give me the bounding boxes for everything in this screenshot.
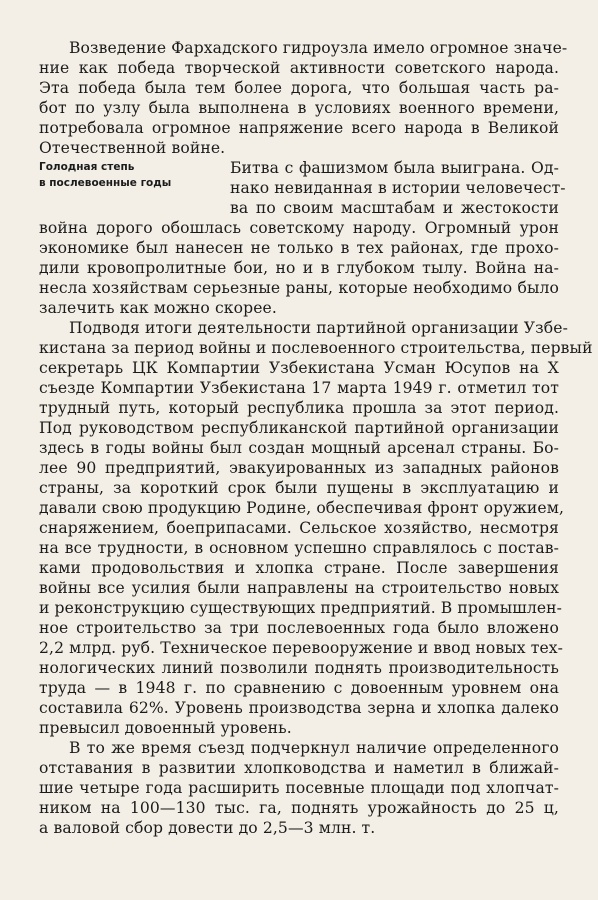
text-line: отставания в развитии хлопководства и наметил в ближай- (39, 759, 559, 777)
text-line: дили кровопролитные бои, но и в глубоком тылу. Война на- (39, 259, 559, 277)
text-line: война дорого обошлась советскому народу. Огромный урон (39, 219, 559, 237)
text-line: Возведение Фархадского гидроузла имело огромное значе- (69, 39, 568, 57)
text-line: кистана за период войны и послевоенного строительства, первый (39, 339, 593, 357)
text-line: здесь в годы войны был создан мощный арсенал страны. Бо- (39, 439, 559, 457)
text-line: на все трудности, в основном успешно справлялось с постав- (39, 539, 559, 557)
text-line: несла хозяйствам серьезные раны, которые необходимо было (39, 279, 559, 297)
text-line: и реконструкцию существующих предприятий. В промышлен- (39, 599, 563, 617)
text-line: а валовой сбор довести до 2,5—3 млн. т. (39, 819, 376, 837)
text-line: труда — в 1948 г. по сравнению с довоенным уровнем она (39, 679, 559, 697)
text-line: Подводя итоги деятельности партийной организации Узбе- (69, 319, 568, 337)
text-line: Под руководством республиканской партийной организации (39, 419, 559, 437)
text-line: ником на 100—130 тыс. га, поднять урожайность до 25 ц, (39, 799, 559, 817)
text-line: шие четыре года расширить посевные площади под хлопчат- (39, 779, 559, 797)
text-line: давали свою продукцию Родине, обеспечивая фронт оружием, (39, 499, 564, 517)
text-line: составила 62%. Уровень производства зерна и хлопка далеко (39, 699, 559, 717)
side-heading-line-1: Голодная степь (39, 161, 135, 173)
text-line: Битва с фашизмом была выиграна. Од- (230, 159, 559, 177)
text-line: 2,2 млрд. руб. Техническое перевооружение и ввод новых тех- (39, 639, 564, 657)
text-line: превысил довоенный уровень. (39, 719, 292, 737)
side-heading-line-2: в послевоенные годы (39, 177, 172, 189)
text-line: секретарь ЦК Компартии Узбекистана Усман Юсупов на X (39, 359, 559, 377)
text-line: ное строительство за три послевоенных года было вложено (39, 619, 559, 637)
text-line: лее 90 предприятий, эвакуированных из западных районов (39, 459, 559, 477)
text-line: ние как победа творческой активности советского народа. (39, 59, 559, 77)
text-line: В то же время съезд подчеркнул наличие определенного (69, 739, 559, 757)
text-line: бот по узлу была выполнена в условиях военного времени, (39, 99, 559, 117)
text-line: ва по своим масштабам и жестокости (230, 199, 559, 217)
text-line: страны, за короткий срок были пущены в эксплуатацию и (39, 479, 559, 497)
text-line: съезде Компартии Узбекистана 17 марта 1949 г. отметил тот (39, 379, 559, 397)
text-line: Эта победа была тем более дорога, что большая часть ра- (39, 79, 559, 97)
text-line: снаряжением, боеприпасами. Сельское хозяйство, несмотря (39, 519, 559, 537)
text-line: залечить как можно скорее. (39, 299, 277, 317)
text-line: экономике был нанесен не только в тех районах, где прохо- (39, 239, 559, 257)
text-line: Отечественной войне. (39, 139, 226, 157)
text-line: потребовала огромное напряжение всего народа в Великой (39, 119, 559, 137)
text-line: нологических линий позволили поднять производительность (39, 659, 559, 677)
text-line: трудный путь, который республика прошла за этот период. (39, 399, 559, 417)
text-line: войны все усилия были направлены на строительство новых (39, 579, 559, 597)
text-line: нако невиданная в истории человечест- (230, 179, 566, 197)
text-line: ками продовольствия и хлопка стране. После завершения (39, 559, 559, 577)
